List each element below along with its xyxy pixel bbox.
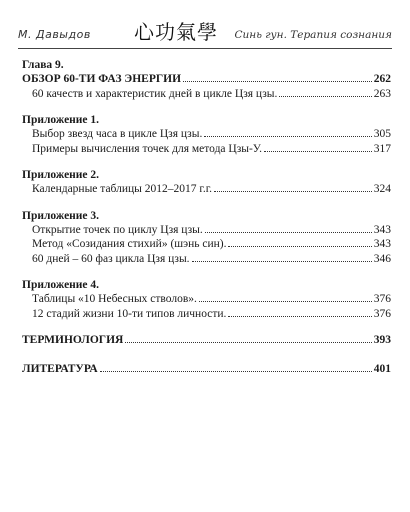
header-rule xyxy=(18,48,392,49)
dot-leader xyxy=(228,246,371,247)
toc-entry xyxy=(22,362,391,377)
toc-section-heading: Приложение 2. xyxy=(22,169,100,181)
toc-entry-title: Открытие точек по циклу Цзя цзы. xyxy=(32,223,203,236)
running-header xyxy=(18,16,392,46)
toc-entry-title: 12 стадий жизни 10-ти типов личности. xyxy=(32,307,227,320)
header-chinese-title: 心功氣學 xyxy=(134,20,218,44)
table-of-contents xyxy=(22,58,391,390)
toc-entry-title: ТЕРМИНОЛОГИЯ xyxy=(22,334,124,346)
toc-page-number: 401 xyxy=(373,362,391,375)
toc-entry-title: Метод «Созидания стихий» (шэнь син). xyxy=(32,238,227,250)
dot-leader xyxy=(199,301,372,302)
toc-section-heading: Глава 9. xyxy=(22,59,64,71)
dot-leader xyxy=(183,81,372,82)
toc-entry xyxy=(22,292,391,307)
toc-entry xyxy=(22,252,391,267)
toc-group xyxy=(22,278,391,321)
dot-leader xyxy=(125,342,371,343)
toc-group xyxy=(22,362,391,377)
dot-leader xyxy=(264,151,372,152)
toc-page-number: 317 xyxy=(373,142,391,155)
toc-entry xyxy=(22,127,391,142)
toc-entry xyxy=(22,237,391,252)
dot-leader xyxy=(205,232,372,233)
toc-entry-title: 60 качеств и характеристик дней в цикле Цзя цзы. xyxy=(32,87,278,100)
toc-entry xyxy=(22,182,391,197)
toc-section-heading: Приложение 1. xyxy=(22,114,100,126)
toc-page-number: 262 xyxy=(373,73,391,85)
toc-page-number: 376 xyxy=(373,307,391,320)
toc-page-number: 324 xyxy=(373,183,391,195)
toc-entry-title: Календарные таблицы 2012–2017 г.г. xyxy=(32,183,212,195)
toc-page-number: 305 xyxy=(373,128,391,140)
toc-page-number: 346 xyxy=(373,252,391,265)
toc-page-number: 343 xyxy=(373,223,391,236)
toc-entry xyxy=(22,72,391,87)
toc-entry-title: 60 дней – 60 фаз цикла Цзя цзы. xyxy=(32,252,190,265)
toc-page-number: 393 xyxy=(373,334,391,346)
toc-entry xyxy=(22,142,391,157)
toc-entry-title: Примеры вычисления точек для метода Цзы-У. xyxy=(32,142,262,155)
toc-section-heading: Приложение 4. xyxy=(22,279,100,291)
toc-page-number: 263 xyxy=(373,87,391,100)
dot-leader xyxy=(228,316,371,317)
toc-entry-title: Таблицы «10 Небесных стволов». xyxy=(32,293,197,305)
toc-group xyxy=(22,209,391,267)
toc-page-number: 343 xyxy=(373,238,391,250)
toc-entry xyxy=(22,223,391,238)
dot-leader xyxy=(100,371,372,372)
toc-group xyxy=(22,58,391,101)
toc-entry-title: Выбор звезд часа в цикле Цзя цзы. xyxy=(32,128,203,140)
toc-entry-title: ЛИТЕРАТУРА xyxy=(22,362,98,375)
header-subtitle: Синь гун. Терапия сознания xyxy=(234,29,392,41)
toc-group xyxy=(22,113,391,156)
dot-leader xyxy=(192,261,372,262)
toc-entry xyxy=(22,307,391,322)
dot-leader xyxy=(204,136,371,137)
toc-page-number: 376 xyxy=(373,293,391,305)
dot-leader xyxy=(279,96,371,97)
toc-entry xyxy=(22,87,391,102)
toc-group xyxy=(22,168,391,197)
toc-entry xyxy=(22,333,391,348)
toc-group xyxy=(22,333,391,348)
dot-leader xyxy=(214,191,372,192)
header-author: М. Давыдов xyxy=(18,28,91,41)
toc-section-heading: Приложение 3. xyxy=(22,209,100,222)
toc-entry-title: ОБЗОР 60-ТИ ФАЗ ЭНЕРГИИ xyxy=(22,73,182,85)
